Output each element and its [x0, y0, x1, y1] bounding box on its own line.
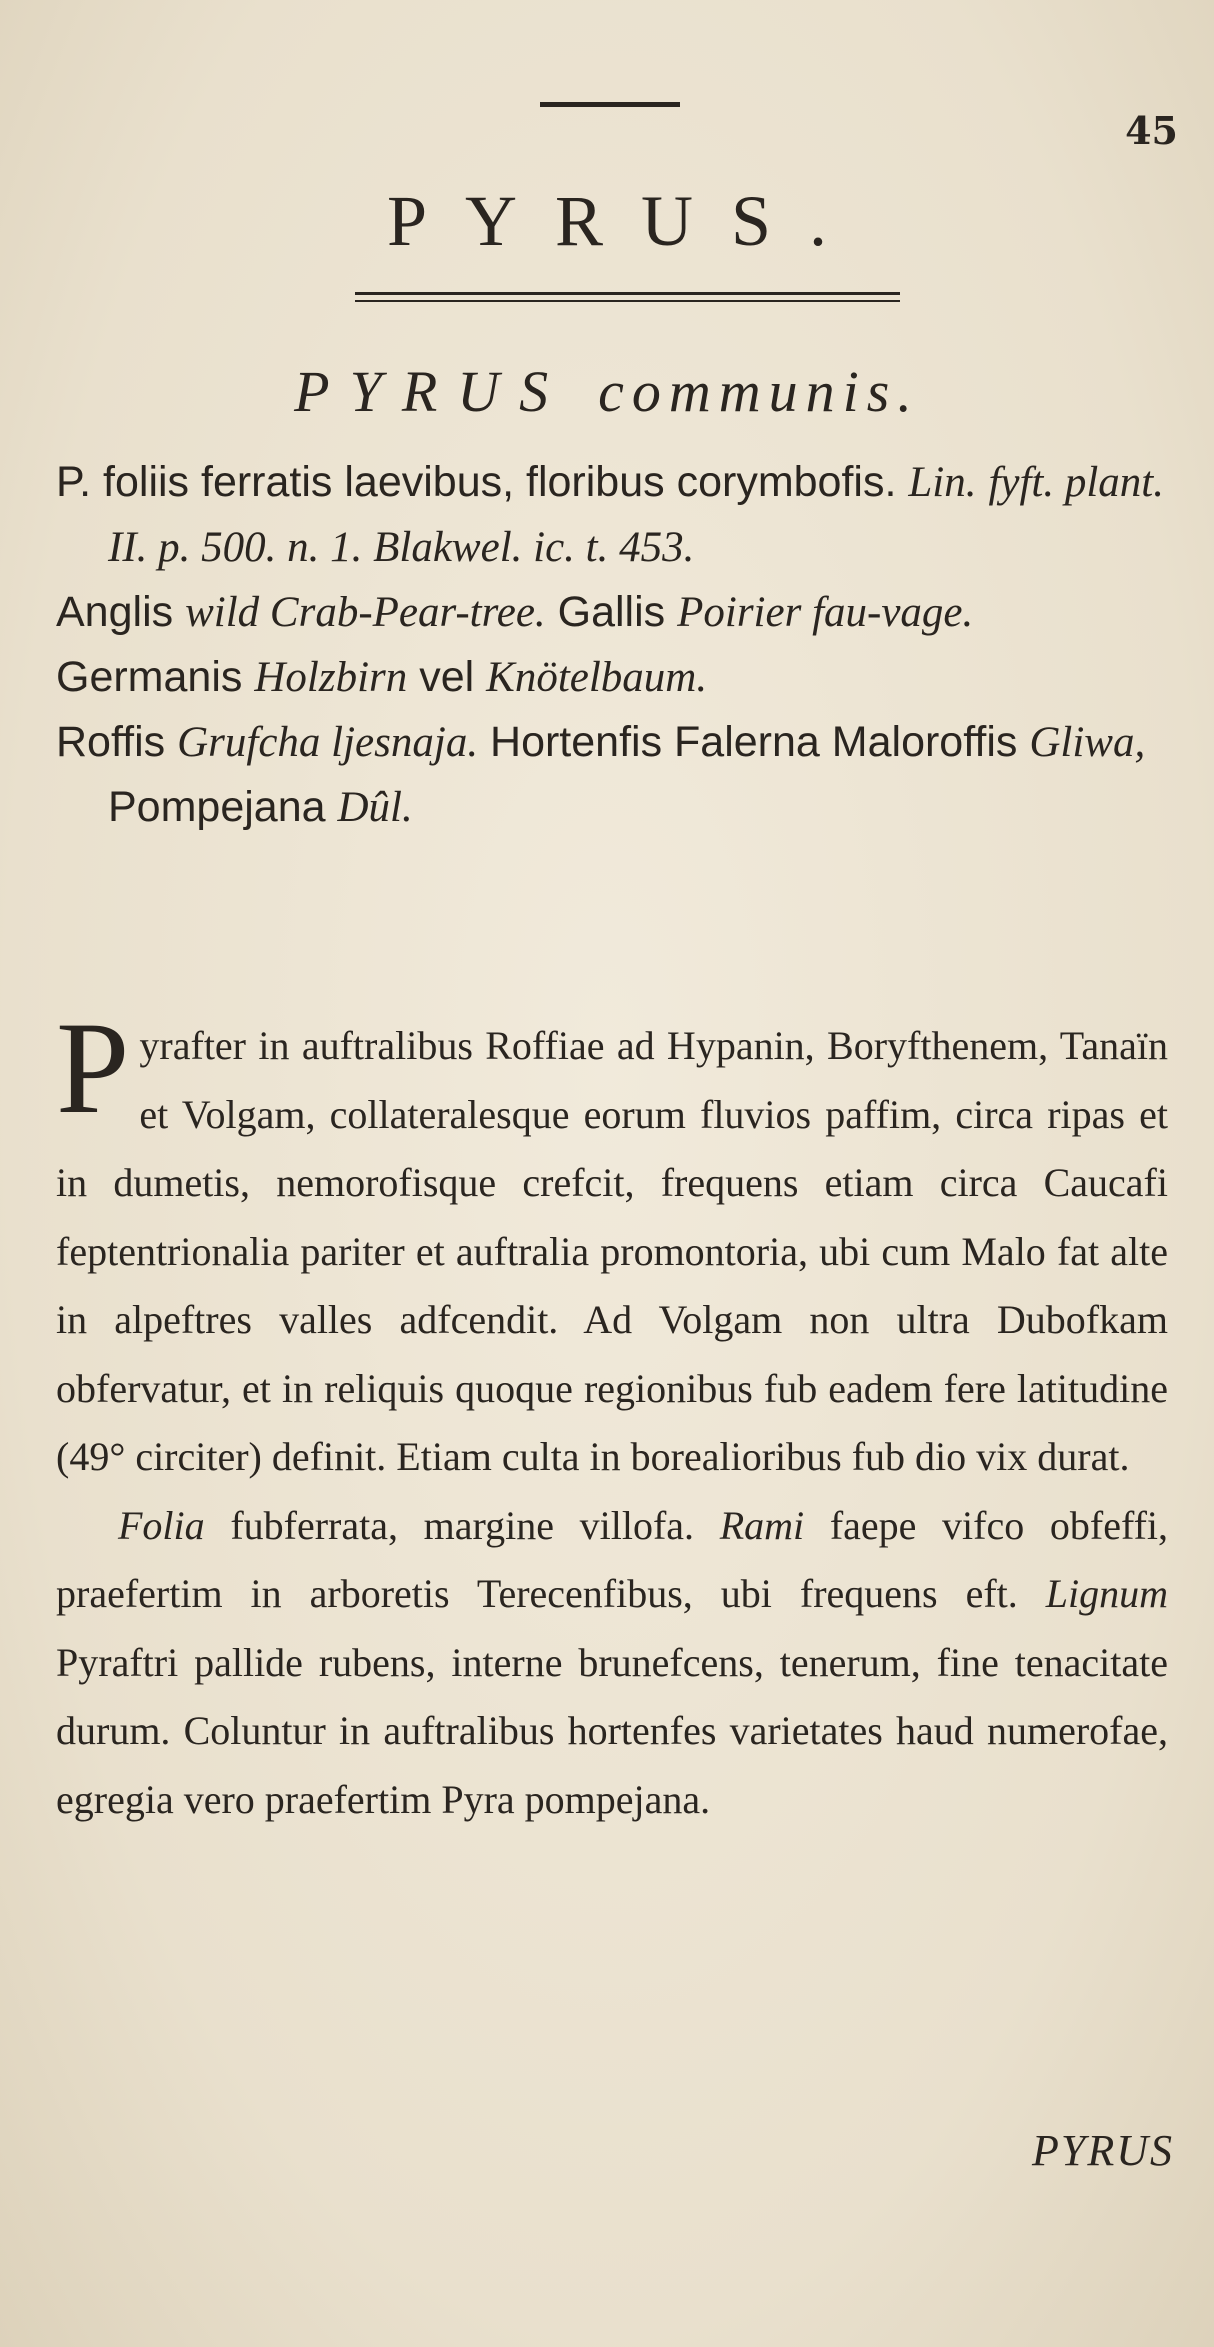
species-title [0, 358, 1214, 425]
term-lignum: Lignum [1045, 1571, 1168, 1616]
paragraph-description [56, 1492, 1168, 1835]
section-heading: PYRUS. [386, 181, 866, 261]
rule-line-thick [355, 292, 900, 295]
page-number: 45 [1125, 108, 1178, 153]
name-german-1: Holzbirn [254, 654, 408, 701]
term-rami: Rami [719, 1502, 805, 1548]
citation-linnaeus: Lin. [908, 459, 977, 506]
name-russian: Grufcha ljesnaja. [177, 719, 479, 766]
label-garden-varieties: Hortenfis Falerna Maloroffis [478, 718, 1030, 766]
text-folia: fubferrata, margine villofa. [204, 1502, 720, 1548]
citation-refs: fyft. plant. II. p. 500. n. 1. Blakwel. ic. t. 453. [108, 459, 1165, 571]
name-english: wild Crab-Pear-tree. [185, 589, 546, 636]
synonymy-block [56, 450, 1176, 840]
synonymy-line-english-french [56, 580, 1176, 645]
label-pompejana: Pompejana [108, 783, 338, 831]
diagnosis-text: P. foliis ferratis laevibus, floribus corymbofis. [56, 458, 909, 506]
name-pompejana: Dûl. [337, 784, 413, 831]
name-french: Poirier fau-vage. [677, 589, 974, 636]
text-lignum: Pyraftri pallide rubens, interne brunefcens, tenerum, fine tenacitate durum. Coluntur in auftralibus hortenfes varietates haud numerofae, egregia vero praefertim Pyra pompejana. [56, 1639, 1168, 1822]
lang-label-english: Anglis [56, 588, 186, 636]
paragraph-distribution-text: yrafter in auftralibus Roffiae ad Hypanin, Boryfthenem, Tanaïn et Volgam, collateralesque eorum fluvios paffim, circa ripas et in dumetis, nemorofisque crefcit, frequens etiam circa Caucafi feptentrionalia pariter et auftralia promontoria, ubi cum Malo fat alte in alpeftres valles adfcendit. Ad Volgam non ultra Dubofkam obfervatur, et in reliquis quoque regionibus fub eadem fere latitudine (49° circiter) definit. Etiam culta in borealioribus fub dio vix durat. [56, 1023, 1168, 1479]
synonymy-line-german [56, 645, 1176, 710]
lang-label-russian: Roffis [56, 718, 178, 766]
top-rule [540, 102, 680, 107]
name-german-2: Knötelbaum. [486, 654, 708, 701]
catchword: PYRUS [1032, 2126, 1174, 2175]
lang-label-french: Gallis [545, 588, 678, 636]
lang-label-german: Germanis [56, 653, 255, 701]
rule-line-thin [355, 300, 900, 302]
synonymy-line-russian [56, 710, 1176, 840]
conjunction: vel [407, 653, 487, 701]
paragraph-distribution [56, 994, 1168, 1492]
term-folia: Folia [118, 1502, 205, 1548]
species-epithet: communis. [598, 359, 920, 424]
double-rule [355, 292, 900, 302]
synonymy-line-diagnosis [56, 450, 1176, 580]
text-rami: faepe vifco obfeffi, praefertim in arboretis Terecenfibus, ubi frequens eft. [56, 1502, 1169, 1616]
name-malorussian: Gliwa, [1029, 719, 1146, 766]
body-text [56, 994, 1169, 1834]
species-genus: PYRUS [294, 359, 569, 424]
drop-cap: P [56, 994, 130, 1141]
